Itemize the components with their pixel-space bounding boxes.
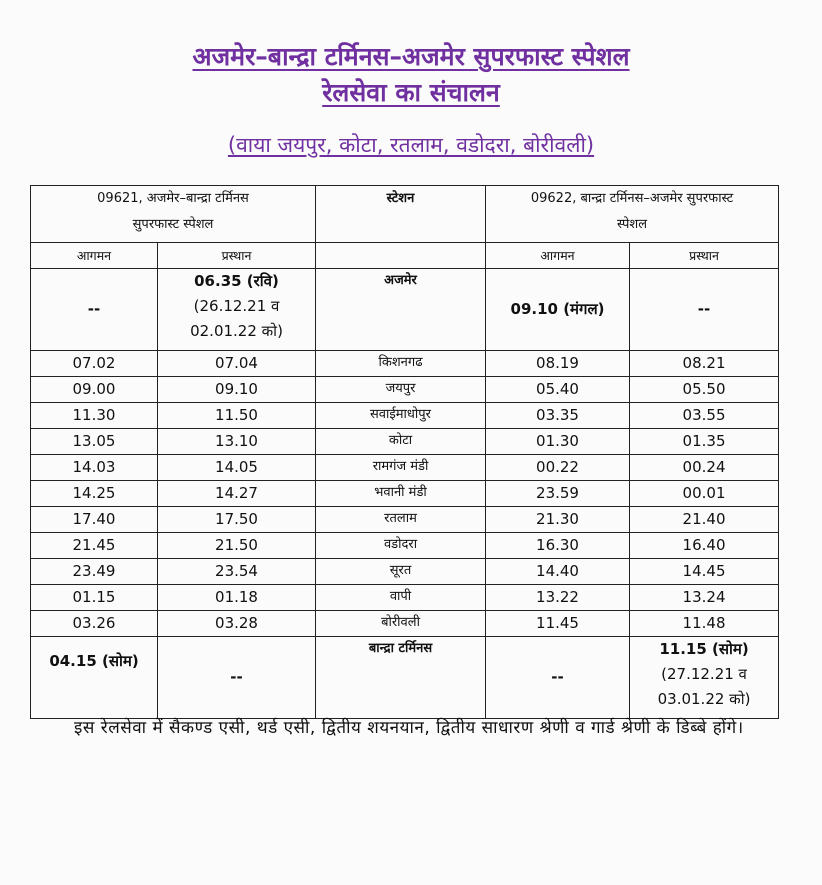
- down-departure-note: (26.12.21 व 02.01.22 को): [190, 297, 283, 340]
- header-row: [31, 186, 779, 243]
- schedule-table: [30, 185, 779, 719]
- station-name: रामगंज मंडी: [316, 455, 486, 481]
- down-departure-header: प्रस्थान: [158, 243, 316, 269]
- down-arrival: 03.26: [31, 611, 158, 637]
- station-name: सवाईमाधोपुर: [316, 403, 486, 429]
- down-departure: --: [158, 637, 316, 719]
- table-row: [31, 269, 779, 351]
- up-departure: 01.35: [630, 429, 779, 455]
- up-departure: 21.40: [630, 507, 779, 533]
- down-arrival: 07.02: [31, 351, 158, 377]
- up-arrival: 14.40: [486, 559, 630, 585]
- station-name: वडोदरा: [316, 533, 486, 559]
- down-departure: 14.27: [158, 481, 316, 507]
- down-arrival: 23.49: [31, 559, 158, 585]
- up-train-header: 09622, बान्द्रा टर्मिनस–अजमेर सुपरफास्ट स्पेशल: [486, 186, 779, 243]
- up-departure: 11.48: [630, 611, 779, 637]
- down-departure: 09.10: [158, 377, 316, 403]
- station-name: बान्द्रा टर्मिनस: [316, 637, 486, 719]
- up-arrival: 13.22: [486, 585, 630, 611]
- station-name: भवानी मंडी: [316, 481, 486, 507]
- up-arrival: 23.59: [486, 481, 630, 507]
- up-departure: 14.45: [630, 559, 779, 585]
- down-arrival: --: [31, 269, 158, 351]
- table-row: [31, 455, 779, 481]
- up-departure: 08.21: [630, 351, 779, 377]
- down-departure: 11.50: [158, 403, 316, 429]
- down-departure: 14.05: [158, 455, 316, 481]
- subheader-row: [31, 243, 779, 269]
- up-arrival-header: आगमन: [486, 243, 630, 269]
- station-name: जयपुर: [316, 377, 486, 403]
- up-arrival: 01.30: [486, 429, 630, 455]
- up-arrival: --: [486, 637, 630, 719]
- up-departure-header: प्रस्थान: [630, 243, 779, 269]
- up-departure: --: [630, 269, 779, 351]
- up-arrival: 11.45: [486, 611, 630, 637]
- up-departure: 13.24: [630, 585, 779, 611]
- table-row: [31, 611, 779, 637]
- down-departure: [158, 269, 316, 351]
- up-departure: 05.50: [630, 377, 779, 403]
- table-row: [31, 481, 779, 507]
- down-departure: 23.54: [158, 559, 316, 585]
- table-row: [31, 533, 779, 559]
- up-arrival: 00.22: [486, 455, 630, 481]
- up-departure-note: (27.12.21 व 03.01.22 को): [657, 665, 751, 708]
- up-arrival: 16.30: [486, 533, 630, 559]
- station-header: स्टेशन: [316, 186, 486, 243]
- down-departure: 17.50: [158, 507, 316, 533]
- blank-cell: [316, 243, 486, 269]
- down-departure: 13.10: [158, 429, 316, 455]
- station-name: रतलाम: [316, 507, 486, 533]
- table-row: [31, 559, 779, 585]
- up-departure: 00.24: [630, 455, 779, 481]
- down-arrival: 14.25: [31, 481, 158, 507]
- up-arrival: 21.30: [486, 507, 630, 533]
- down-departure: 21.50: [158, 533, 316, 559]
- page-title: अजमेर–बान्द्रा टर्मिनस–अजमेर सुपरफास्ट स्पेशल: [192, 42, 630, 71]
- station-name: कोटा: [316, 429, 486, 455]
- down-departure: 07.04: [158, 351, 316, 377]
- down-arrival: 01.15: [31, 585, 158, 611]
- up-arrival: 08.19: [486, 351, 630, 377]
- up-departure-time: 11.15 (सोम): [659, 640, 749, 658]
- table-row: [31, 585, 779, 611]
- station-name: सूरत: [316, 559, 486, 585]
- table-row: [31, 637, 779, 719]
- up-arrival: 09.10 (मंगल): [486, 269, 630, 351]
- up-departure: [630, 637, 779, 719]
- down-arrival-header: आगमन: [31, 243, 158, 269]
- down-arrival: 14.03: [31, 455, 158, 481]
- station-name: वापी: [316, 585, 486, 611]
- table-row: [31, 403, 779, 429]
- down-arrival: 11.30: [31, 403, 158, 429]
- down-arrival: 04.15 (सोम): [31, 637, 158, 719]
- down-departure: 03.28: [158, 611, 316, 637]
- down-arrival: 09.00: [31, 377, 158, 403]
- down-departure: 01.18: [158, 585, 316, 611]
- down-arrival: 21.45: [31, 533, 158, 559]
- coach-composition-note: इस रेलसेवा में सैकण्ड एसी, थर्ड एसी, द्वितीय शयनयान, द्वितीय साधारण श्रेणी व गार्ड श्रेणी के डिब्बे होंगे।: [74, 718, 744, 738]
- station-name: बोरीवली: [316, 611, 486, 637]
- station-name: अजमेर: [316, 269, 486, 351]
- up-arrival: 03.35: [486, 403, 630, 429]
- table-row: [31, 351, 779, 377]
- down-train-header: 09621, अजमेर–बान्द्रा टर्मिनस सुपरफास्ट स्पेशल: [31, 186, 316, 243]
- table-row: [31, 507, 779, 533]
- up-arrival: 05.40: [486, 377, 630, 403]
- table-row: [31, 377, 779, 403]
- down-arrival: 13.05: [31, 429, 158, 455]
- down-departure-time: 06.35 (रवि): [194, 272, 279, 290]
- route-subtitle: (वाया जयपुर, कोटा, रतलाम, वडोदरा, बोरीवली): [227, 133, 595, 157]
- up-departure: 00.01: [630, 481, 779, 507]
- up-departure: 03.55: [630, 403, 779, 429]
- page-title-line2: रेलसेवा का संचालन: [322, 78, 500, 107]
- table-row: [31, 429, 779, 455]
- station-name: किशनगढ: [316, 351, 486, 377]
- down-arrival: 17.40: [31, 507, 158, 533]
- up-departure: 16.40: [630, 533, 779, 559]
